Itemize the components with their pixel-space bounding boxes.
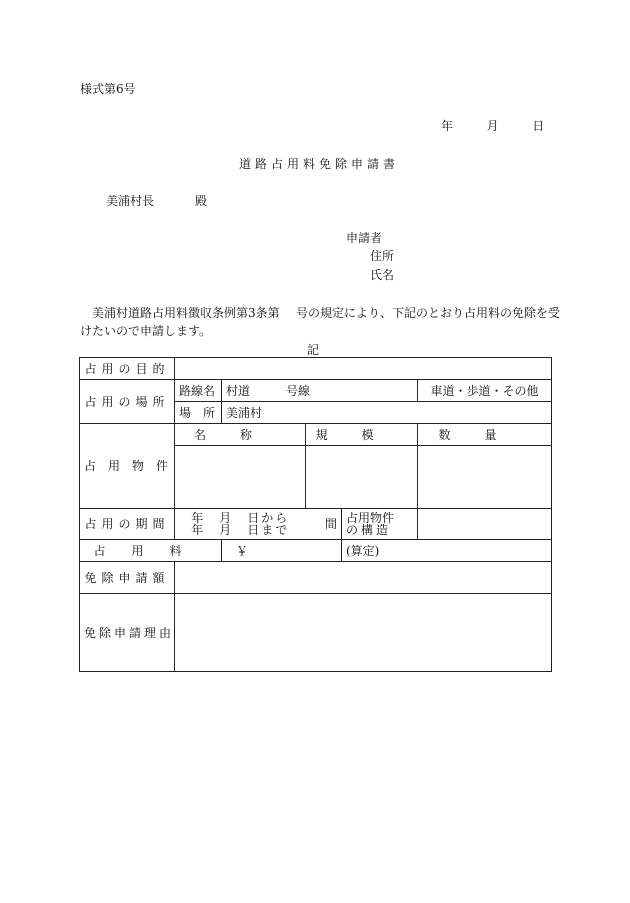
period-range[interactable] xyxy=(175,509,306,540)
route-label: 路線名 xyxy=(175,380,222,402)
place-label: 場所 xyxy=(175,402,222,424)
row-object-header xyxy=(80,424,552,446)
exempt-reason-value[interactable] xyxy=(175,594,552,672)
period-from: 年 月 日から xyxy=(191,511,290,525)
body-text-line1-b: 号の規定により、下記のとおり占用料の免除を受 xyxy=(296,306,561,320)
fee-currency: ￥ xyxy=(236,543,249,558)
purpose-value[interactable] xyxy=(175,358,552,380)
form-number: 様式第6号 xyxy=(80,82,136,96)
period-label: 占用の期間 xyxy=(80,509,175,540)
date-month: 月 xyxy=(486,119,499,133)
addressee-honorific: 殿 xyxy=(195,194,208,208)
application-table xyxy=(79,357,552,672)
structure-label-line2: の構造 xyxy=(346,523,392,537)
period-to: 年 月 日まで xyxy=(191,523,290,537)
form-title: 道路占用料免除申請書 xyxy=(239,157,400,171)
place-value[interactable]: 美浦村 xyxy=(222,402,552,424)
applicant-label: 申請者 xyxy=(346,231,383,245)
object-label: 占用物件 xyxy=(80,424,175,509)
structure-label xyxy=(342,509,418,540)
object-scale-value[interactable] xyxy=(306,446,418,509)
row-period xyxy=(80,509,552,540)
exempt-amount-value[interactable] xyxy=(175,562,552,594)
addressee-name: 美浦村長 xyxy=(106,194,155,208)
row-purpose xyxy=(80,358,552,380)
purpose-label: 占用の目的 xyxy=(80,358,175,380)
road-type: 車道・歩道・その他 xyxy=(418,380,552,402)
route-value-village-road: 村道 xyxy=(226,383,251,398)
object-qty-value[interactable] xyxy=(418,446,552,509)
col-qty-header: 数量 xyxy=(418,424,552,446)
date-line xyxy=(441,119,544,133)
fee-value[interactable] xyxy=(222,540,342,562)
ki-heading: 記 xyxy=(307,343,320,357)
date-day: 日 xyxy=(532,119,545,133)
row-route xyxy=(80,380,552,402)
structure-value[interactable] xyxy=(418,509,552,540)
row-exempt-amount xyxy=(80,562,552,594)
structure-label-line1: 占用物件 xyxy=(346,511,395,525)
exempt-reason-label: 免除申請理由 xyxy=(80,594,175,672)
row-exempt-reason xyxy=(80,594,552,672)
applicant-name-label: 氏名 xyxy=(370,268,395,282)
fee-note[interactable] xyxy=(342,540,552,562)
col-scale-header: 規模 xyxy=(306,424,418,446)
route-value[interactable] xyxy=(222,380,418,402)
body-text-line1-a: 美浦村道路占用料徴収条例第3条第 xyxy=(92,306,280,320)
exempt-amount-label: 免除申請額 xyxy=(80,562,175,594)
col-name-header: 名称 xyxy=(175,424,306,446)
body-text-line2: けたいので申請します。 xyxy=(80,324,212,338)
object-name-value[interactable] xyxy=(175,446,306,509)
period-suffix: 間 xyxy=(306,509,342,540)
fee-label: 占用料 xyxy=(80,540,222,562)
route-value-number-suffix: 号線 xyxy=(286,383,311,398)
applicant-address-label: 住所 xyxy=(370,249,395,263)
fee-note-text: (算定) xyxy=(346,543,380,558)
date-year: 年 xyxy=(441,119,454,133)
location-label: 占用の場所 xyxy=(80,380,175,424)
row-fee xyxy=(80,540,552,562)
